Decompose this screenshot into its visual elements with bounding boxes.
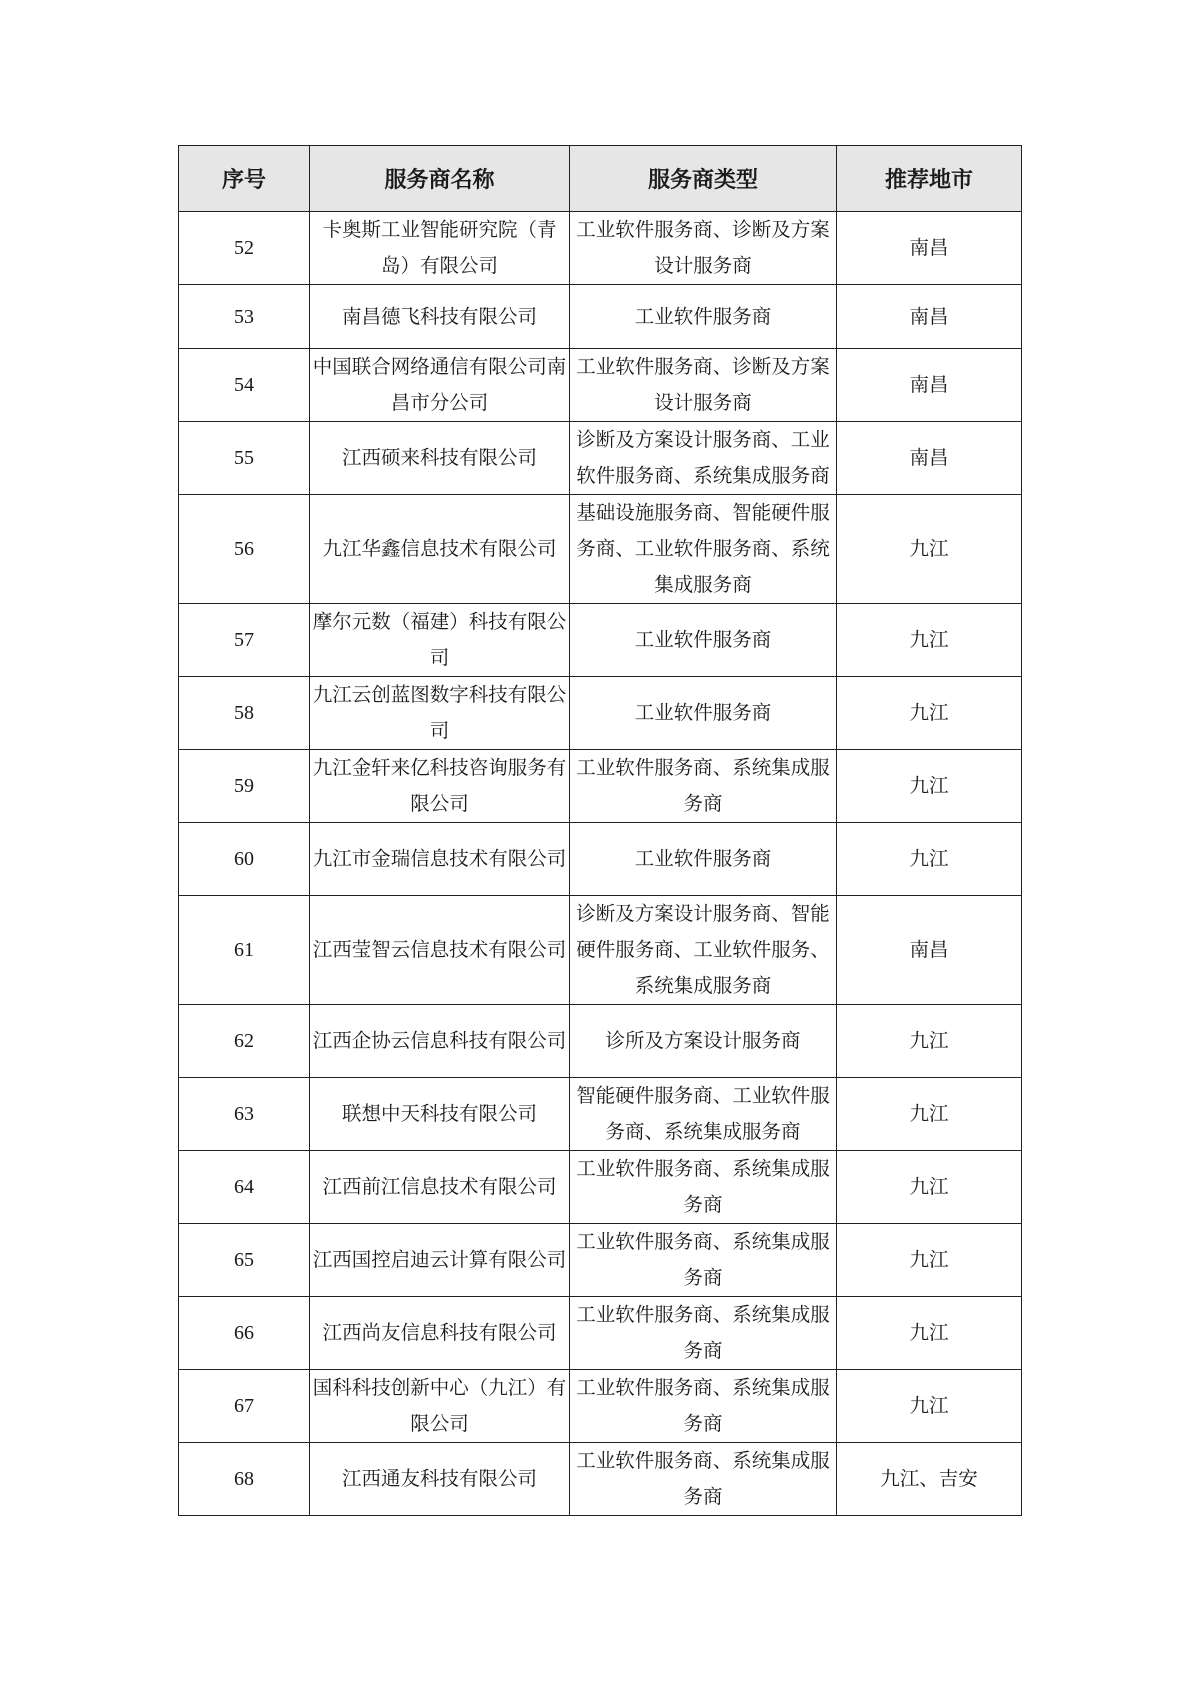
row-index: 55 xyxy=(179,422,310,495)
row-index: 59 xyxy=(179,750,310,823)
row-provider-name: 国科科技创新中心（九江）有限公司 xyxy=(310,1370,570,1443)
row-index: 57 xyxy=(179,604,310,677)
row-provider-type: 基础设施服务商、智能硬件服务商、工业软件服务商、系统集成服务商 xyxy=(570,495,837,604)
row-index: 61 xyxy=(179,896,310,1005)
row-provider-name: 江西通友科技有限公司 xyxy=(310,1443,570,1516)
header-index: 序号 xyxy=(179,146,310,212)
row-city: 九江 xyxy=(837,750,1022,823)
row-provider-type: 诊所及方案设计服务商 xyxy=(570,1005,837,1078)
row-city: 南昌 xyxy=(837,349,1022,422)
row-provider-name: 九江金轩来亿科技咨询服务有限公司 xyxy=(310,750,570,823)
row-provider-type: 工业软件服务商 xyxy=(570,604,837,677)
row-index: 68 xyxy=(179,1443,310,1516)
row-city: 九江 xyxy=(837,1078,1022,1151)
row-index: 52 xyxy=(179,212,310,285)
row-provider-type: 工业软件服务商、诊断及方案设计服务商 xyxy=(570,349,837,422)
table-row xyxy=(179,1078,1022,1151)
row-provider-name: 九江华鑫信息技术有限公司 xyxy=(310,495,570,604)
table-row xyxy=(179,1224,1022,1297)
header-provider-name: 服务商名称 xyxy=(310,146,570,212)
row-provider-name: 中国联合网络通信有限公司南昌市分公司 xyxy=(310,349,570,422)
row-city: 九江 xyxy=(837,1370,1022,1443)
row-city: 九江 xyxy=(837,677,1022,750)
table-row xyxy=(179,677,1022,750)
table-row xyxy=(179,349,1022,422)
table-row xyxy=(179,1005,1022,1078)
row-provider-name: 江西尚友信息科技有限公司 xyxy=(310,1297,570,1370)
row-provider-name: 江西企协云信息科技有限公司 xyxy=(310,1005,570,1078)
row-index: 60 xyxy=(179,823,310,896)
table-row xyxy=(179,212,1022,285)
row-index: 58 xyxy=(179,677,310,750)
row-provider-name: 九江市金瑞信息技术有限公司 xyxy=(310,823,570,896)
header-recommended-city: 推荐地市 xyxy=(837,146,1022,212)
table-row xyxy=(179,1443,1022,1516)
row-provider-type: 工业软件服务商、系统集成服务商 xyxy=(570,750,837,823)
row-provider-type: 工业软件服务商 xyxy=(570,823,837,896)
row-city: 九江 xyxy=(837,1224,1022,1297)
row-city: 九江 xyxy=(837,604,1022,677)
row-index: 53 xyxy=(179,285,310,349)
row-city: 九江 xyxy=(837,823,1022,896)
row-index: 63 xyxy=(179,1078,310,1151)
row-index: 67 xyxy=(179,1370,310,1443)
row-provider-name: 江西前江信息技术有限公司 xyxy=(310,1151,570,1224)
row-provider-name: 卡奥斯工业智能研究院（青岛）有限公司 xyxy=(310,212,570,285)
row-index: 54 xyxy=(179,349,310,422)
row-provider-type: 工业软件服务商、系统集成服务商 xyxy=(570,1151,837,1224)
row-index: 64 xyxy=(179,1151,310,1224)
row-provider-type: 工业软件服务商、系统集成服务商 xyxy=(570,1370,837,1443)
row-provider-name: 联想中天科技有限公司 xyxy=(310,1078,570,1151)
row-city: 九江、吉安 xyxy=(837,1443,1022,1516)
row-provider-type: 工业软件服务商、系统集成服务商 xyxy=(570,1297,837,1370)
row-provider-type: 工业软件服务商 xyxy=(570,285,837,349)
row-city: 南昌 xyxy=(837,212,1022,285)
row-provider-type: 工业软件服务商、系统集成服务商 xyxy=(570,1443,837,1516)
row-index: 62 xyxy=(179,1005,310,1078)
row-city: 南昌 xyxy=(837,896,1022,1005)
row-city: 九江 xyxy=(837,1005,1022,1078)
table-row xyxy=(179,495,1022,604)
header-provider-type: 服务商类型 xyxy=(570,146,837,212)
row-provider-name: 九江云创蓝图数字科技有限公司 xyxy=(310,677,570,750)
row-provider-name: 南昌德飞科技有限公司 xyxy=(310,285,570,349)
row-index: 56 xyxy=(179,495,310,604)
row-index: 66 xyxy=(179,1297,310,1370)
row-city: 南昌 xyxy=(837,422,1022,495)
row-city: 南昌 xyxy=(837,285,1022,349)
row-provider-type: 工业软件服务商、系统集成服务商 xyxy=(570,1224,837,1297)
row-provider-name: 江西莹智云信息技术有限公司 xyxy=(310,896,570,1005)
table-header-row xyxy=(179,146,1022,212)
table-row xyxy=(179,750,1022,823)
table-row xyxy=(179,823,1022,896)
row-city: 九江 xyxy=(837,1297,1022,1370)
table-row xyxy=(179,604,1022,677)
row-provider-name: 江西硕来科技有限公司 xyxy=(310,422,570,495)
row-provider-type: 诊断及方案设计服务商、工业软件服务商、系统集成服务商 xyxy=(570,422,837,495)
table-row xyxy=(179,1151,1022,1224)
row-provider-name: 摩尔元数（福建）科技有限公司 xyxy=(310,604,570,677)
row-provider-type: 工业软件服务商 xyxy=(570,677,837,750)
row-provider-type: 智能硬件服务商、工业软件服务商、系统集成服务商 xyxy=(570,1078,837,1151)
row-provider-type: 工业软件服务商、诊断及方案设计服务商 xyxy=(570,212,837,285)
table-row xyxy=(179,1297,1022,1370)
table-row xyxy=(179,896,1022,1005)
row-city: 九江 xyxy=(837,1151,1022,1224)
row-provider-name: 江西国控启迪云计算有限公司 xyxy=(310,1224,570,1297)
row-city: 九江 xyxy=(837,495,1022,604)
table-row xyxy=(179,1370,1022,1443)
table-row xyxy=(179,422,1022,495)
service-provider-table xyxy=(178,145,1022,1516)
row-provider-type: 诊断及方案设计服务商、智能硬件服务商、工业软件服务、系统集成服务商 xyxy=(570,896,837,1005)
table-row xyxy=(179,285,1022,349)
row-index: 65 xyxy=(179,1224,310,1297)
